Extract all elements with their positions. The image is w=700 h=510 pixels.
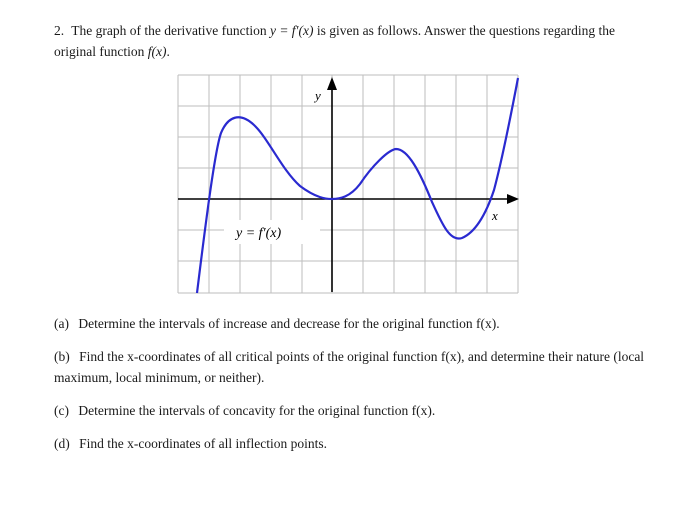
question-item xyxy=(54,313,654,334)
graph-axes xyxy=(178,77,519,292)
question-item xyxy=(54,433,654,454)
question-label: (d) xyxy=(54,436,70,451)
y-axis-label: y xyxy=(315,88,321,103)
question-item xyxy=(54,346,654,388)
curve-label: y = f′(x) xyxy=(236,226,282,241)
question-list xyxy=(54,313,654,466)
intro-math-derivative: y = f′(x) xyxy=(269,23,314,38)
question-text: Determine the intervals of increase and decrease for the original function f(x). xyxy=(78,316,500,331)
intro-math-function: f(x) xyxy=(147,44,167,59)
question-item xyxy=(54,400,654,421)
intro-text-b: is given as follows. Answer the questions regarding the original function xyxy=(54,23,615,59)
question-label: (c) xyxy=(54,403,69,418)
intro-text-a: The graph of the derivative function xyxy=(71,23,270,38)
graph-grid xyxy=(178,75,518,293)
y-axis-arrow xyxy=(327,77,337,90)
question-label: (a) xyxy=(54,316,69,331)
problem-number: 2. xyxy=(54,23,65,38)
intro-text-end: . xyxy=(166,44,170,59)
question-label: (b) xyxy=(54,349,70,364)
question-text: Find the x-coordinates of all inflection points. xyxy=(79,436,327,451)
x-axis-arrow xyxy=(507,194,519,204)
question-text: Find the x-coordinates of all critical points of the original function f(x), and determine their nature (local maximum, local minimum, or neither). xyxy=(54,349,645,385)
question-text: Determine the intervals of concavity for the original function f(x). xyxy=(78,403,436,418)
x-axis-label: x xyxy=(492,208,498,223)
